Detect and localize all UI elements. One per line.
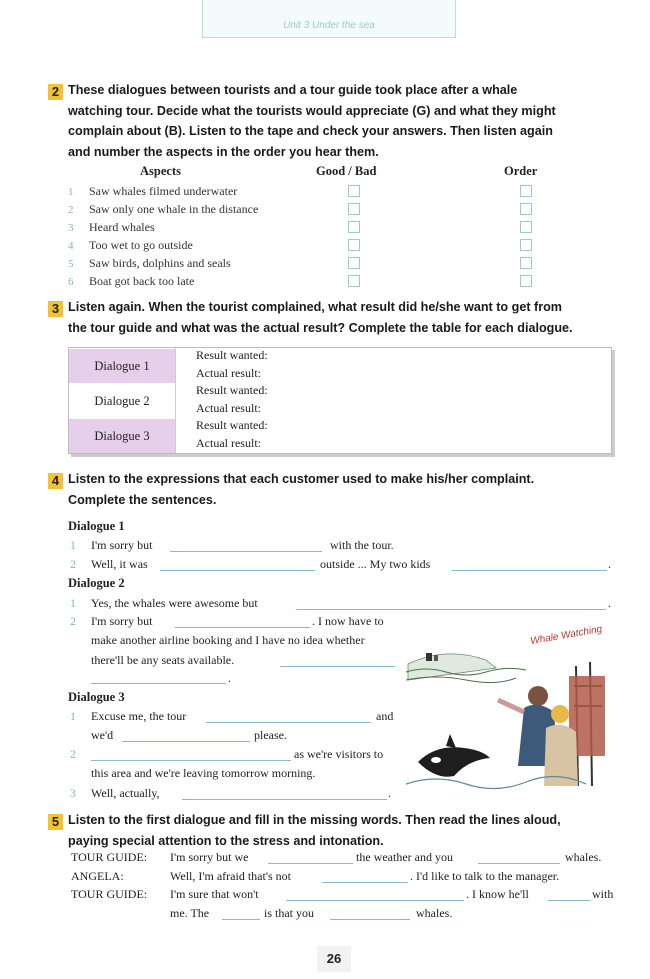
- sentence-text: I'm sure that won't: [170, 887, 259, 901]
- answer-blank[interactable]: [452, 570, 607, 571]
- sentence-text: .: [388, 786, 391, 800]
- result-wanted-label: Result wanted:: [196, 348, 268, 362]
- sentence-text: Excuse me, the tour: [91, 709, 187, 723]
- answer-blank[interactable]: [91, 760, 291, 761]
- sentence-text: Well, I'm afraid that's not: [170, 869, 291, 883]
- sentence-text: I'm sorry but we: [170, 850, 249, 864]
- order-checkbox[interactable]: [520, 275, 532, 287]
- result-wanted-label: Result wanted:: [196, 383, 268, 397]
- answer-blank[interactable]: [122, 741, 250, 742]
- aspect-row: 4 Too wet to go outside: [68, 238, 193, 252]
- exercise-4-number: 4: [48, 473, 63, 489]
- sentence-text: the weather and you: [356, 850, 453, 864]
- good-bad-checkbox[interactable]: [348, 185, 360, 197]
- answer-blank[interactable]: [182, 799, 387, 800]
- answer-blank[interactable]: [548, 900, 590, 901]
- sentence-text: outside ... My two kids: [320, 557, 431, 571]
- answer-blank[interactable]: [286, 900, 464, 901]
- dialogue-2-heading: Dialogue 2: [68, 576, 125, 590]
- line-number: 2: [70, 747, 76, 761]
- order-checkbox[interactable]: [520, 203, 532, 215]
- aspect-row: 3 Heard whales: [68, 220, 155, 234]
- answer-blank[interactable]: [170, 551, 322, 552]
- answer-blank[interactable]: [222, 919, 260, 920]
- sentence-text: and: [376, 709, 394, 723]
- sentence-text: whales.: [416, 906, 453, 920]
- sentence-text: with the tour.: [330, 538, 394, 552]
- sentence-text: . I'd like to talk to the manager.: [410, 869, 560, 883]
- actual-result-label: Actual result:: [196, 401, 261, 415]
- order-checkbox[interactable]: [520, 239, 532, 251]
- exercise-3-instructions: Listen again. When the tourist complained, what result did he/she want to get from the tour guide and what was the actual result? Complete the table for each dialogue.: [68, 300, 573, 335]
- sentence-text: as we're visitors to: [294, 747, 384, 761]
- good-bad-checkbox[interactable]: [348, 203, 360, 215]
- sentence-text: make another airline booking and I have no idea whether: [91, 633, 365, 647]
- dialogue-3-heading: Dialogue 3: [68, 690, 125, 704]
- answer-blank[interactable]: [206, 722, 371, 723]
- answer-blank[interactable]: [478, 863, 560, 864]
- line-number: 2: [70, 557, 76, 571]
- sentence-text: me. The: [170, 906, 210, 920]
- sentence-text: I'm sorry but: [91, 538, 153, 552]
- page-number: 26: [317, 946, 351, 972]
- answer-blank[interactable]: [330, 919, 410, 920]
- aspect-row: 2 Saw only one whale in the distance: [68, 202, 259, 216]
- dialogue-1-heading: Dialogue 1: [68, 519, 125, 533]
- col-order: Order: [504, 164, 538, 178]
- answer-blank[interactable]: [296, 609, 606, 610]
- line-number: 1: [70, 538, 76, 552]
- exercise-5-instructions: Listen to the first dialogue and fill in the missing words. Then read the lines aloud, paying special attention to the stress and intonation.: [68, 813, 561, 848]
- speaker-label: ANGELA:: [71, 869, 124, 883]
- col-good-bad: Good / Bad: [316, 164, 377, 178]
- line-number: 2: [70, 614, 76, 628]
- answer-blank[interactable]: [322, 882, 408, 883]
- answer-blank[interactable]: [280, 666, 395, 667]
- whale-watching-illustration: [406, 616, 606, 792]
- good-bad-checkbox[interactable]: [348, 275, 360, 287]
- exercise-5-number: 5: [48, 814, 63, 830]
- dialogue-2-label: Dialogue 2: [94, 394, 150, 408]
- sentence-text: is that you: [264, 906, 314, 920]
- good-bad-checkbox[interactable]: [348, 221, 360, 233]
- sentence-text: .: [608, 557, 611, 571]
- aspect-row: 6 Boat got back too late: [68, 274, 195, 288]
- sentence-text: Well, actually,: [91, 786, 160, 800]
- sentence-text: .: [228, 671, 231, 685]
- good-bad-checkbox[interactable]: [348, 239, 360, 251]
- sentence-text: . I know he'll: [466, 887, 529, 901]
- sentence-text: I'm sorry but: [91, 614, 153, 628]
- exercise-4-instructions: Listen to the expressions that each customer used to make his/her complaint. Complete the sentences.: [68, 472, 535, 507]
- answer-blank[interactable]: [91, 683, 226, 684]
- result-wanted-label: Result wanted:: [196, 418, 268, 432]
- exercise-3-number: 3: [48, 301, 63, 317]
- aspect-row: 1 Saw whales filmed underwater: [68, 184, 238, 198]
- col-aspects: Aspects: [140, 164, 181, 178]
- sentence-text: we'd: [91, 728, 114, 742]
- line-number: 1: [70, 709, 76, 723]
- whale-watching-caption: Whale Watching: [529, 623, 604, 648]
- sentence-text: with: [592, 887, 614, 901]
- order-checkbox[interactable]: [520, 221, 532, 233]
- sentence-text: please.: [254, 728, 287, 742]
- answer-blank[interactable]: [175, 627, 310, 628]
- dialogue-3-label: Dialogue 3: [69, 419, 175, 453]
- speaker-label: TOUR GUIDE:: [71, 850, 148, 864]
- sentence-text: . I now have to: [312, 614, 384, 628]
- actual-result-label: Actual result:: [196, 366, 261, 380]
- whale-watching-drawing: [406, 616, 606, 792]
- sentence-text: .: [608, 596, 611, 610]
- good-bad-checkbox[interactable]: [348, 257, 360, 269]
- line-number: 1: [70, 596, 76, 610]
- order-checkbox[interactable]: [520, 185, 532, 197]
- sentence-text: Well, it was: [91, 557, 148, 571]
- order-checkbox[interactable]: [520, 257, 532, 269]
- aspect-row: 5 Saw birds, dolphins and seals: [68, 256, 231, 270]
- actual-result-label: Actual result:: [196, 436, 261, 450]
- answer-blank[interactable]: [268, 863, 353, 864]
- exercise-2-number: 2: [48, 84, 63, 100]
- answer-blank[interactable]: [160, 570, 315, 571]
- unit-title: Unit 3 Under the sea: [283, 20, 375, 31]
- results-table: [68, 347, 612, 454]
- dialogue-1-label: Dialogue 1: [69, 349, 175, 383]
- sentence-text: this area and we're leaving tomorrow morning.: [91, 766, 316, 780]
- unit-header: [202, 0, 456, 38]
- sentence-text: whales.: [565, 850, 602, 864]
- line-number: 3: [70, 786, 76, 800]
- speaker-label: TOUR GUIDE:: [71, 887, 148, 901]
- sentence-text: Yes, the whales were awesome but: [91, 596, 258, 610]
- sentence-text: there'll be any seats available.: [91, 653, 235, 667]
- exercise-2-instructions: These dialogues between tourists and a tour guide took place after a whale watching tour. Decide what the tourists would appreciate (G) and what they might complain about (B). Listen to the tape and check your answers. Then listen again and number the aspects in the order you hear them.: [68, 83, 556, 159]
